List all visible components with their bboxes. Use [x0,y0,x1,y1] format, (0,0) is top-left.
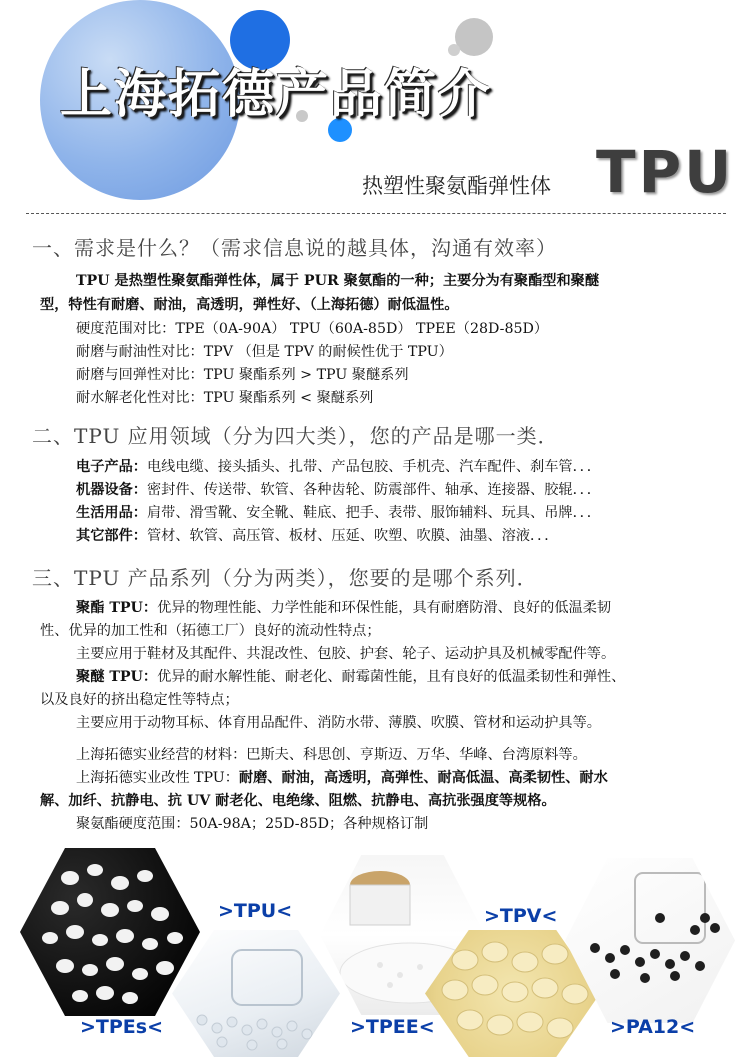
materials-line: 上海拓德实业经营的材料：巴斯夫、科思创、亨斯迈、万华、华峰、台湾原料等。 [76,747,587,763]
gallery-label-pa12: >PA12< [610,1016,696,1038]
tpes-clear-pellets-image [172,930,340,1057]
gallery-label-tpes: >TPEs< [80,1016,164,1038]
modify-prefix: 上海拓德实业改性 TPU： [76,770,239,786]
tpu-pellets-white-image [20,848,200,1016]
section1-intro-line2: 型，特性有耐磨、耐油，高透明，弹性好、（上海拓德）耐低温性。 [40,297,459,313]
application-row [76,479,601,503]
section3-title: 三、TPU 产品系列（分为两类），您要的是哪个系列． [32,566,538,590]
application-text: 密封件、传送带、软管、各种齿轮、防震部件、轴承、连接器、胶辊．．． [146,482,601,498]
application-text: 电线电缆、接头插头、扎带、产品包胶、手机壳、汽车配件、刹车管．．． [146,459,601,475]
gallery-label-tpee: >TPEE< [350,1016,435,1038]
application-row [76,456,601,480]
section2-title: 二、TPU 应用领域（分为四大类），您的产品是哪一类． [32,424,559,448]
section1-intro-line1: TPU 是热塑性聚氨酯弹性体，属于 PUR 聚氨酯的一种；主要分为有聚酯型和聚醚 [76,273,600,289]
ester-label: 聚酯 TPU： [76,600,158,616]
ether-line1 [76,666,625,690]
modify-line2: 解、加纤、抗静电、抗 UV 耐老化、电绝缘、阻燃、抗静电、高抗张强度等规格。 [40,793,556,809]
section1-wear: 耐磨与耐油性对比：TPV （但是 TPV 的耐候性优于 TPU） [76,344,453,360]
section1-title: 一、需求是什么？（需求信息说的越具体，沟通有效率） [32,236,557,260]
application-row [76,525,558,549]
application-row [76,502,601,526]
page-title: 上海拓德产品简介 [60,65,493,125]
application-label: 生活用品： [76,505,147,521]
application-label: 其它部件： [76,528,147,544]
ester-applications: 主要应用于鞋材及其配件、共混改性、包胶、护套、轮子、运动护具及机械零配件等。 [76,646,616,662]
ether-desc: 优异的耐水解性能、耐老化、耐霉菌性能，且有良好的低温柔韧性和弹性、 [157,669,626,685]
section1-hydrolysis: 耐水解老化性对比：TPU 聚酯系列 < 聚醚系列 [76,390,374,406]
ether-line2: 以及良好的挤出稳定性等特点； [40,692,239,708]
gallery-label-tpu: >TPU< [218,900,293,922]
section1-rebound: 耐磨与回弹性对比：TPU 聚酯系列 > TPU 聚醚系列 [76,367,409,383]
modify-line1 [76,767,608,791]
application-label: 电子产品： [76,459,147,475]
clear-pellets-pattern [172,930,340,1057]
page-subtitle: 热塑性聚氨酯弹性体 [362,174,551,198]
section1-hardness: 硬度范围对比：TPE（0A-90A） TPU（60A-85D） TPEE（28D-85D） [76,321,549,337]
ester-desc: 优异的物理性能、力学性能和环保性能，具有耐磨防滑、良好的低温柔韧 [157,600,612,616]
ether-applications: 主要应用于动物耳标、体育用品配件、消防水带、薄膜、吹膜、管材和运动护具等。 [76,715,601,731]
modify-specs: 耐磨、耐油，高透明，高弹性、耐高低温、高柔韧性、耐水 [238,770,608,786]
gallery-label-tpv: >TPV< [484,905,558,927]
header-bubble-grey [455,18,493,56]
application-text: 肩带、滑雪靴、安全靴、鞋底、把手、表带、服饰辅料、玩具、吊牌．．． [146,505,601,521]
header-divider [26,213,726,214]
ester-line2: 性、优异的加工性和（拓德工厂）良好的流动性特点； [40,623,381,639]
hardness-range: 聚氨酯硬度范围：50A-98A；25D-85D；各种规格订制 [76,816,429,832]
application-text: 管材、软管、高压管、板材、压延、吹塑、吹膜、油墨、溶液．．． [146,528,559,544]
ester-line1 [76,597,611,621]
brand-tpu: TPU [596,138,735,206]
white-pellets-pattern [20,848,200,1016]
ether-label: 聚醚 TPU： [76,669,158,685]
application-label: 机器设备： [76,482,147,498]
